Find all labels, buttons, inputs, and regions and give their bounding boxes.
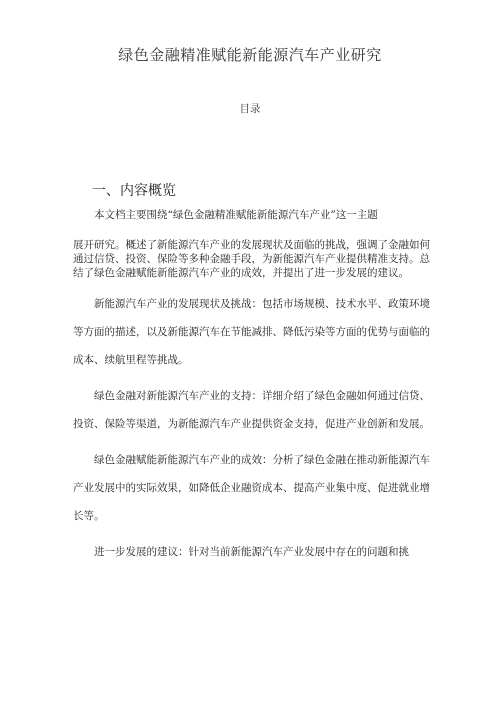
body-paragraph: 绿色金融对新能源汽车产业的支持：详细介绍了绿色金融如何通过信贷、投资、保险等渠道，为新能源汽车产业提供资金支持，促进产业创新和发展。: [73, 390, 430, 430]
intro-paragraph-continuation: 展开研究。概述了新能源汽车产业的发展现状及面临的挑战，强调了金融如何通过信贷、投资、保险等多种金融手段，为新能源汽车产业提供精准支持。总结了绿色金融赋能新能源汽车产业的成效，并提出了进一步发展的建议。: [73, 239, 430, 279]
table-of-contents-label: 目录: [239, 103, 261, 115]
document-title: 绿色金融精准赋能新能源汽车产业研究: [118, 46, 382, 64]
body-paragraph: 进一步发展的建议：针对当前新能源汽车产业发展中存在的问题和挑: [94, 546, 409, 558]
document-body: [73, 207, 433, 566]
body-paragraph: 绿色金融赋能新能源汽车产业的成效：分析了绿色金融在推动新能源汽车产业发展中的实际效果，如降低企业融资成本、提高产业集中度、促进就业增长等。: [73, 454, 430, 522]
intro-paragraph-first-line: 本文档主要围绕“绿色金融精准赋能新能源汽车产业”这一主题: [94, 209, 378, 221]
body-paragraph: 新能源汽车产业的发展现状及挑战：包括市场规模、技术水平、政策环境等方面的描述，以及新能源汽车在节能减排、降低污染等方面的优势与面临的成本、续航里程等挑战。: [73, 298, 430, 366]
section-heading: 一、内容概览: [92, 183, 176, 199]
